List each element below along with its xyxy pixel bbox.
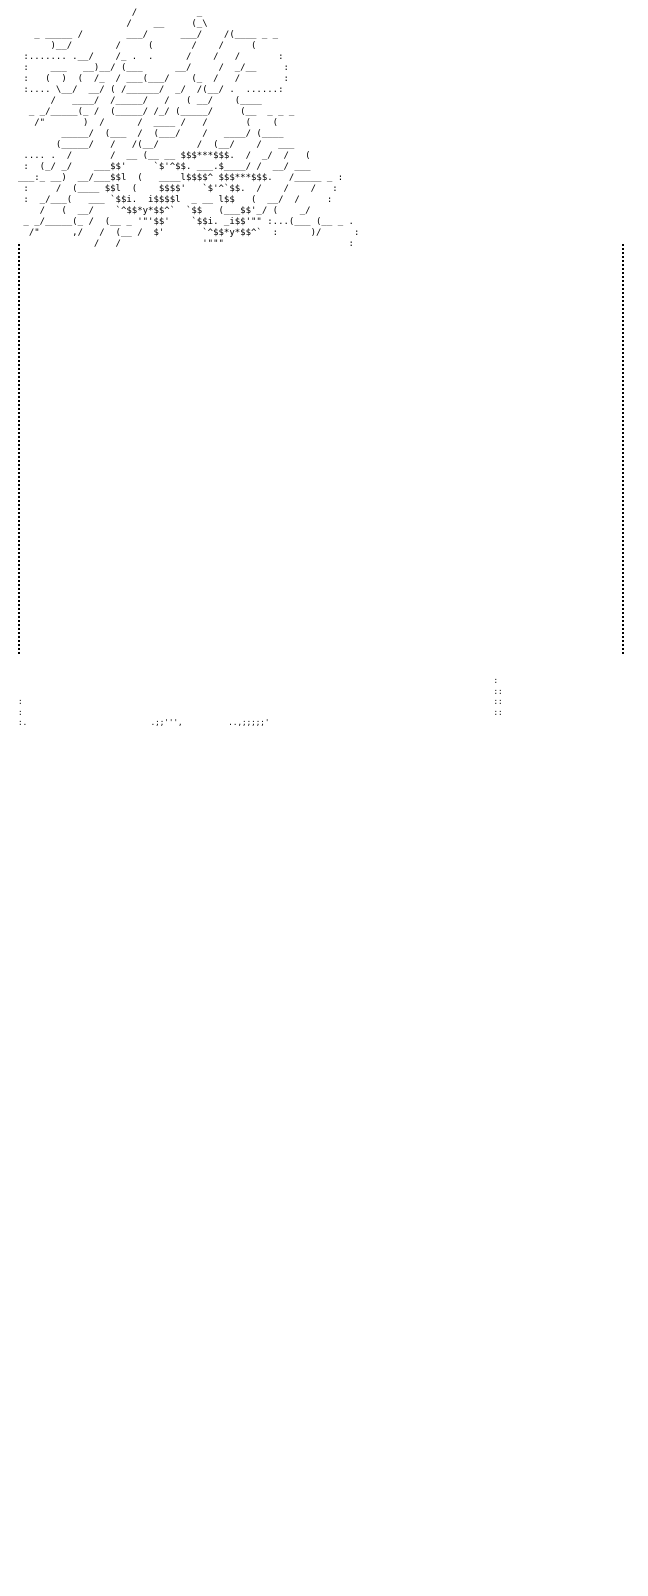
- left-dotted-border: [18, 244, 24, 654]
- ascii-logo-art: / _ / __ (_\ _ _____ / ___/ ___/ /(____ _ _ )__/ / ( / / ( :....... .__/ /_ . . / / / : : ___ __)__/ (___ __/ / _/__ : : ( ) ( /_ / ___(___/ (_ / / : :.... \__/ __/ ( /______/ _/ /(__/ . ......: / ____/ /_____/ / ( __/ (____ _ _/_____(_ / (_____/ /_/ (_____/ (__ _ _ _ /" ) / / ____ / / ( ( _____/ (___ / (___/ / ____/ (____ (_____/ / /(__/ / (__/ / ___ .... . / / __ (__ __ $$$***$$$. / _/ / ( : (_/ _/ ___$$' `$'^$$. ___.$____/ / __/ ___ ___:_ __) __/___$$l ( ____l$$$$^ $$$***$$$. /_____ _ : : / (____ $$l ( $$$$' `$'^`$$. / / / : : _/___( ___ `$$i. i$$$$l _ __ l$$ ( __/ / : / ( __/ `^$$*y*$$^` `$$ (___$$'_/ ( _/ _ _/_____(_ / (__ _ '"'$$' `$$i. _i$$'"" :...(___ (__ _ . /" ,/ / (__ / $' `^$$*y*$$^` : )/ : / / '""" :: [18, 8, 360, 249]
- ascii-cat-art: : :: : :: : :: :. .;;''', ..,;;;;;': [18, 676, 503, 728]
- info-row-date: [30, 400, 136, 413]
- info-row-language: [30, 516, 63, 529]
- info-row-author: [30, 446, 37, 459]
- right-dotted-border: [622, 244, 628, 654]
- nfo-document: [18, 8, 640, 1588]
- info-row-format: [30, 470, 83, 483]
- info-row-publisher: [30, 423, 123, 436]
- info-row-url: [30, 493, 37, 506]
